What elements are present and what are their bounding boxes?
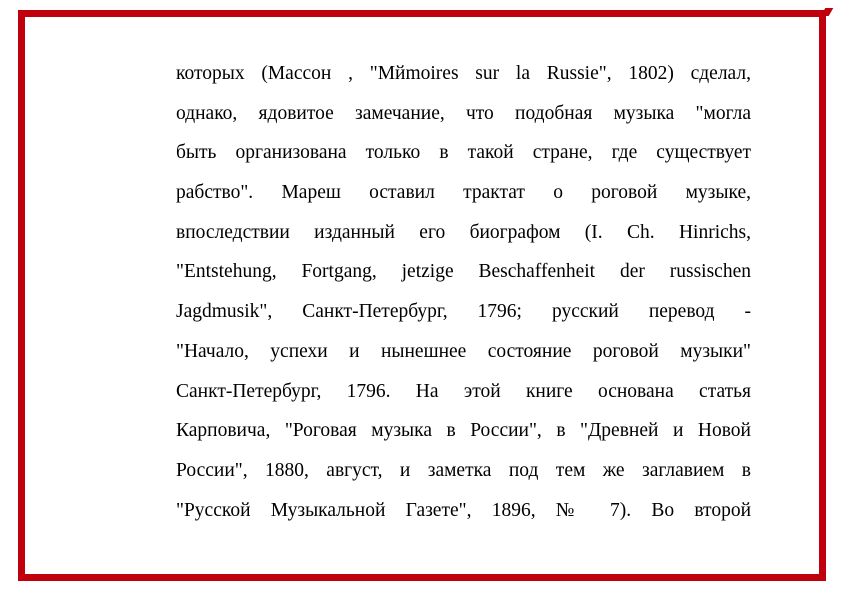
text-line: впоследствии изданный его биографом (I. Ch. Hinrichs, [176,221,751,243]
text-line: рабство". Мареш оставил трактат о роговой музыке, [176,182,751,204]
body-text [176,58,751,534]
text-line: "Начало, успехи и нынешнее состояние роговой музыки" [176,340,751,362]
text-line: Санкт-Петербург, 1796. На этой книге основана статья [176,380,751,402]
text-line: которых (Массон , "Mйmoires sur la Russie", 1802) сделал, [176,63,751,84]
text-line: "Русской Музыкальной Газете", 1896, № 7). Во второй [176,499,751,521]
text-line: России", 1880, август, и заметка под тем же заглавием в [176,459,751,481]
text-line: быть организована только в такой стране, где существует [176,142,751,164]
text-line: Карповича, "Роговая музыка в России", в "Древней и Новой [176,420,751,442]
text-line: "Entstehung, Fortgang, jetzige Beschaffenheit der russischen [176,261,751,283]
text-line: Jagdmusik", Санкт-Петербург, 1796; русский перевод - [176,301,751,323]
text-line: однако, ядовитое замечание, что подобная музыка "могла [176,102,751,124]
